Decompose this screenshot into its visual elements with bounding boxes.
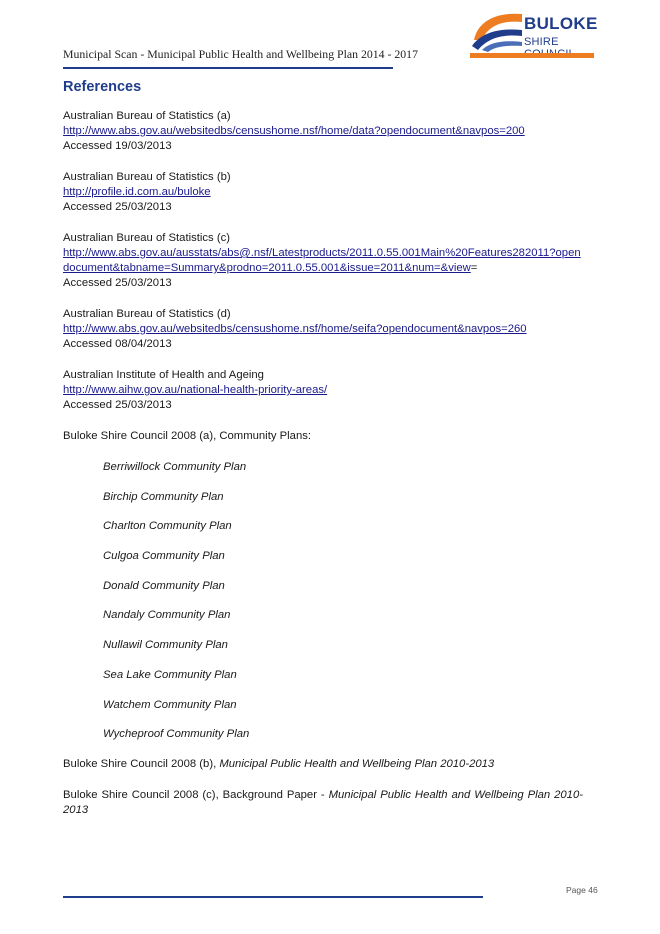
reference-accessed: Accessed 25/03/2013	[63, 399, 172, 411]
reference-link[interactable]: http://www.abs.gov.au/websitedbs/censushome.nsf/home/seifa?opendocument&navpos=260	[63, 323, 527, 335]
page-number: Page 46	[566, 885, 598, 895]
community-plan-item: Nandaly Community Plan	[103, 609, 231, 622]
community-plan-item: Donald Community Plan	[103, 579, 225, 592]
reference-prefix: Buloke Shire Council 2008 (b),	[63, 757, 220, 770]
reference-source: Australian Bureau of Statistics (c)	[63, 232, 231, 244]
reference-item	[63, 231, 583, 291]
reference-council-c	[63, 788, 583, 818]
community-plan-item: Culgoa Community Plan	[103, 550, 225, 563]
header-title: Municipal Scan - Municipal Public Health and Wellbeing Plan 2014 - 2017	[63, 47, 418, 61]
reference-title: Municipal Public Health and Wellbeing Plan 2010-2013	[63, 788, 584, 816]
reference-item	[63, 307, 583, 352]
community-plans-list	[103, 460, 583, 742]
reference-link[interactable]: http://www.abs.gov.au/ausstats/abs@.nsf/Latestproducts/2011.0.55.001Main%20Features282011?opendocument&tabname=Summary&prodno=2011.0.55.001&issue=2011&num=&view	[63, 247, 581, 274]
community-plan-item: Sea Lake Community Plan	[103, 668, 237, 681]
main-content	[63, 79, 583, 834]
community-plan-item: Birchip Community Plan	[103, 490, 224, 503]
community-plan-item: Charlton Community Plan	[103, 520, 232, 533]
reference-title: Municipal Public Health and Wellbeing Plan 2010-2013	[219, 757, 495, 770]
reference-accessed: Accessed 25/03/2013	[63, 277, 172, 289]
reference-source: Australian Bureau of Statistics (d)	[63, 308, 231, 320]
logo-text-buloke: BULOKE	[524, 14, 598, 33]
reference-source: Australian Bureau of Statistics (b)	[63, 171, 231, 183]
logo-orange-bar	[470, 53, 594, 58]
reference-link-suffix: =	[470, 262, 478, 274]
header-rule	[63, 67, 393, 69]
logo-swoosh-icon	[468, 10, 528, 54]
reference-item	[63, 368, 583, 413]
community-plan-item: Wycheproof Community Plan	[103, 728, 250, 741]
community-plans-intro: Buloke Shire Council 2008 (a), Community Plans:	[63, 430, 312, 442]
community-plan-item: Nullawil Community Plan	[103, 639, 228, 652]
reference-source: Australian Bureau of Statistics (a)	[63, 110, 231, 122]
footer-rule	[63, 896, 483, 898]
section-title: References	[63, 79, 142, 95]
reference-council-b	[63, 757, 583, 772]
reference-prefix: Buloke Shire Council 2008 (c), Background Paper -	[63, 788, 329, 801]
community-plan-item: Berriwillock Community Plan	[103, 461, 247, 473]
buloke-logo	[468, 10, 598, 60]
reference-link[interactable]: http://profile.id.com.au/buloke	[63, 186, 211, 198]
reference-link[interactable]: http://www.abs.gov.au/websitedbs/censushome.nsf/home/data?opendocument&navpos=200	[63, 125, 525, 137]
logo-text-shire: SHIRE	[524, 36, 559, 48]
reference-accessed: Accessed 08/04/2013	[63, 338, 172, 350]
reference-source: Australian Institute of Health and Ageing	[63, 369, 264, 381]
reference-item	[63, 109, 583, 154]
community-plan-item: Watchem Community Plan	[103, 698, 237, 711]
reference-item	[63, 170, 583, 215]
reference-accessed: Accessed 25/03/2013	[63, 201, 172, 213]
reference-accessed: Accessed 19/03/2013	[63, 140, 172, 152]
reference-link[interactable]: http://www.aihw.gov.au/national-health-priority-areas/	[63, 384, 328, 396]
